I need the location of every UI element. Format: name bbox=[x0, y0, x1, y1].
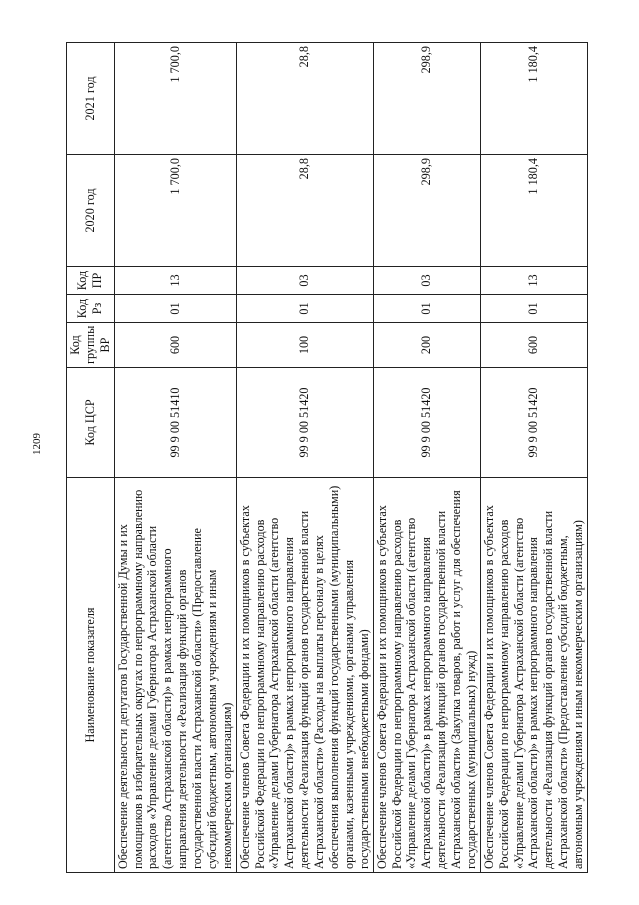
header-vr: Код группы ВР bbox=[67, 323, 115, 368]
row-vr: 200 bbox=[373, 323, 480, 368]
row-pr: 03 bbox=[236, 267, 373, 295]
header-2020: 2020 год bbox=[67, 155, 115, 267]
budget-table bbox=[66, 42, 588, 873]
row-name: Обеспечение деятельности депутатов Государственной Думы и их помощников в избирательных округах по непрограммному направлению расходов «Управление делами Губернатора Астраханской области (агентство Астраханской области)» в рамках непрограммного направления деятельности «Реализация функций органов государственной власти Астраханской области» (Предоставление субсидий бюджетным, автономным учреждениям и иным некоммерческим организациям) bbox=[114, 478, 236, 873]
row-2021: 1 700,0 bbox=[114, 43, 236, 155]
table-header-row bbox=[67, 43, 115, 873]
row-vr: 600 bbox=[480, 323, 587, 368]
table-row bbox=[480, 43, 587, 873]
row-2020: 1 180,4 bbox=[480, 155, 587, 267]
header-2021: 2021 год bbox=[67, 43, 115, 155]
row-vr: 600 bbox=[114, 323, 236, 368]
row-2021: 298,9 bbox=[373, 43, 480, 155]
header-csr: Код ЦСР bbox=[67, 368, 115, 478]
header-rz: Код Рз bbox=[67, 295, 115, 323]
header-pr: Код ПР bbox=[67, 267, 115, 295]
row-name: Обеспечение членов Совета Федерации и их помощников в субъектах Российской Федерации по непрограммному направлению расходов «Управление делами Губернатора Астраханской области (агентство Астраханской области)» в рамках непрограммного направления деятельности «Реализация функций органов государственной власти Астраханской области» (Закупка товаров, работ и услуг для обеспечения государственных (муниципальных) нужд) bbox=[373, 478, 480, 873]
row-vr: 100 bbox=[236, 323, 373, 368]
row-2020: 1 700,0 bbox=[114, 155, 236, 267]
row-2020: 28,8 bbox=[236, 155, 373, 267]
page-number: 1209 bbox=[31, 433, 43, 455]
row-pr: 13 bbox=[114, 267, 236, 295]
table-row bbox=[236, 43, 373, 873]
table-row bbox=[373, 43, 480, 873]
table-row bbox=[114, 43, 236, 873]
row-rz: 01 bbox=[114, 295, 236, 323]
row-rz: 01 bbox=[373, 295, 480, 323]
row-csr: 99 9 00 51420 bbox=[480, 368, 587, 478]
rotated-page-content bbox=[66, 43, 588, 873]
row-rz: 01 bbox=[236, 295, 373, 323]
row-pr: 13 bbox=[480, 267, 587, 295]
row-name: Обеспечение членов Совета Федерации и их помощников в субъектах Российской Федерации по непрограммному направлению расходов «Управление делами Губернатора Астраханской области (агентство Астраханской области)» в рамках непрограммного направления деятельности «Реализация функций органов государственной власти Астраханской области» (Предоставление субсидий бюджетным, автономным учреждениям и иным некоммерческим организациям) bbox=[480, 478, 587, 873]
row-2021: 1 180,4 bbox=[480, 43, 587, 155]
header-name: Наименование показателя bbox=[67, 478, 115, 873]
row-2021: 28,8 bbox=[236, 43, 373, 155]
row-csr: 99 9 00 51410 bbox=[114, 368, 236, 478]
row-name: Обеспечение членов Совета Федерации и их помощников в субъектах Российской Федерации по непрограммному направлению расходов «Управление делами Губернатора Астраханской области (агентство Астраханской области)» в рамках непрограммного направления деятельности «Реализация функций органов государственной власти Астраханской области» (Расходы на выплаты персоналу в целях обеспечения выполнения функций государственными (муниципальными) органами, казенными учреждениями, органами управления государственными внебюджетными фондами) bbox=[236, 478, 373, 873]
row-csr: 99 9 00 51420 bbox=[236, 368, 373, 478]
row-csr: 99 9 00 51420 bbox=[373, 368, 480, 478]
row-2020: 298,9 bbox=[373, 155, 480, 267]
row-pr: 03 bbox=[373, 267, 480, 295]
row-rz: 01 bbox=[480, 295, 587, 323]
